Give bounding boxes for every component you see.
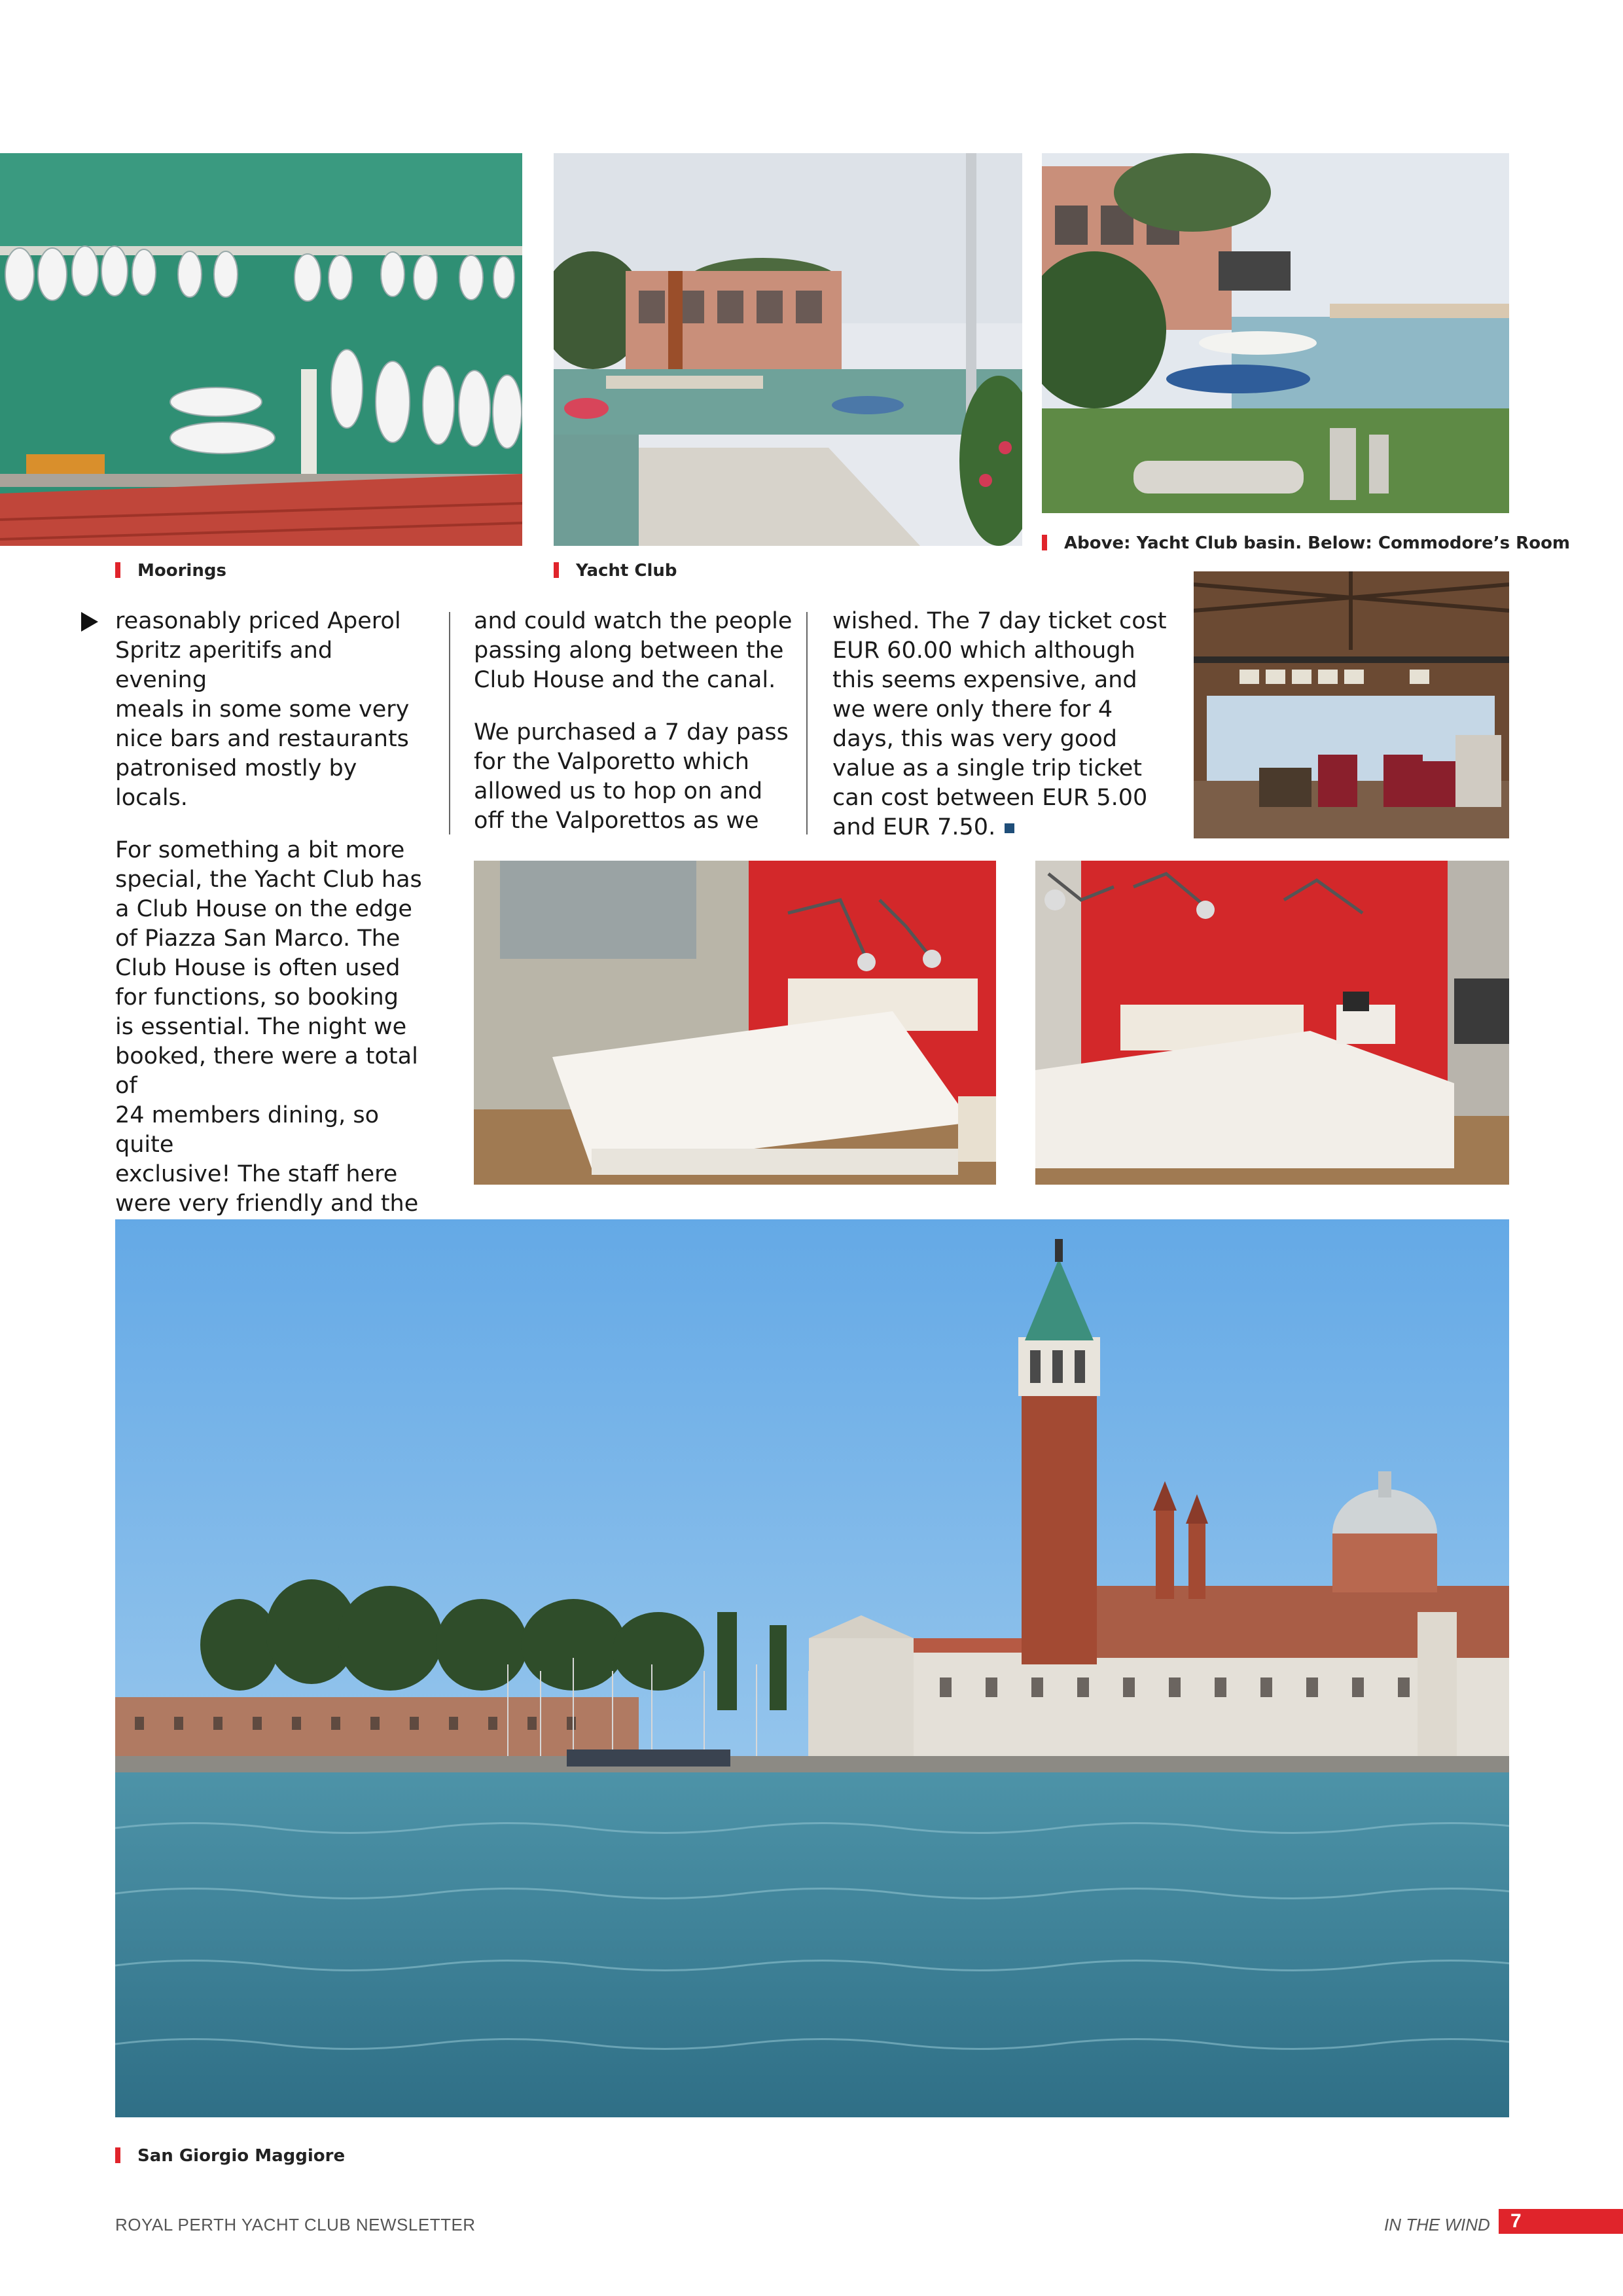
yacht-club-basin-photo xyxy=(1042,153,1509,513)
article-paragraph: reasonably priced Aperol Spritz aperitifs and evening meals in some some very nice bars and restaurants patronised mostly by locals. xyxy=(115,608,410,811)
caption-basin xyxy=(1042,533,1570,553)
caption-text: Moorings xyxy=(137,561,226,581)
page-number: 7 xyxy=(1510,2210,1522,2232)
column-divider xyxy=(806,612,808,834)
page-number-tab xyxy=(1499,2209,1623,2234)
end-of-article-icon xyxy=(1005,823,1014,833)
caption-marker xyxy=(554,562,559,578)
article-paragraph: and could watch the people passing along between the Club House and the canal. xyxy=(474,608,793,693)
article-column-2 xyxy=(474,607,794,859)
commodores-room-photo xyxy=(1194,571,1509,838)
column-divider xyxy=(449,612,450,834)
article-column-3 xyxy=(832,607,1186,865)
footer-section: IN THE WIND xyxy=(1384,2215,1490,2234)
yacht-club-photo xyxy=(554,153,1022,546)
bedroom-photo-1 xyxy=(474,861,996,1185)
article-paragraph-text: wished. The 7 day ticket cost EUR 60.00 which although this seems expensive, and we were only there for 4 days, this was very good value as a single trip ticket can cost between EUR 5.00 and EUR 7.50. xyxy=(832,608,1167,840)
caption-yacht-club xyxy=(554,561,677,581)
caption-text: Above: Yacht Club basin. Below: Commodore’s Room xyxy=(1064,533,1571,553)
caption-text: Yacht Club xyxy=(576,561,677,581)
caption-marker xyxy=(115,562,120,578)
san-giorgio-maggiore-photo xyxy=(115,1219,1509,2117)
article-paragraph xyxy=(832,607,1186,842)
caption-moorings xyxy=(115,561,226,581)
caption-marker xyxy=(115,2147,120,2163)
article-paragraph: For something a bit more special, the Yacht Club has a Club House on the edge of Piazza San Marco. The Club House is often used for functions, so booking is essential. The night we booked, there were a total of 24 members dining, so quite exclusive! The staff here were very friendly and the xyxy=(115,837,422,1217)
caption-text: San Giorgio Maggiore xyxy=(137,2146,346,2166)
bedroom-photo-2 xyxy=(1035,861,1509,1185)
continuation-arrow-icon xyxy=(81,612,98,632)
caption-san-giorgio xyxy=(115,2146,345,2166)
moorings-photo xyxy=(0,153,522,546)
article-paragraph: We purchased a 7 day pass for the Valporetto which allowed us to hop on and off the Valporettos as we xyxy=(474,719,789,834)
caption-marker xyxy=(1042,535,1047,550)
footer-publication: ROYAL PERTH YACHT CLUB NEWSLETTER xyxy=(115,2215,476,2234)
